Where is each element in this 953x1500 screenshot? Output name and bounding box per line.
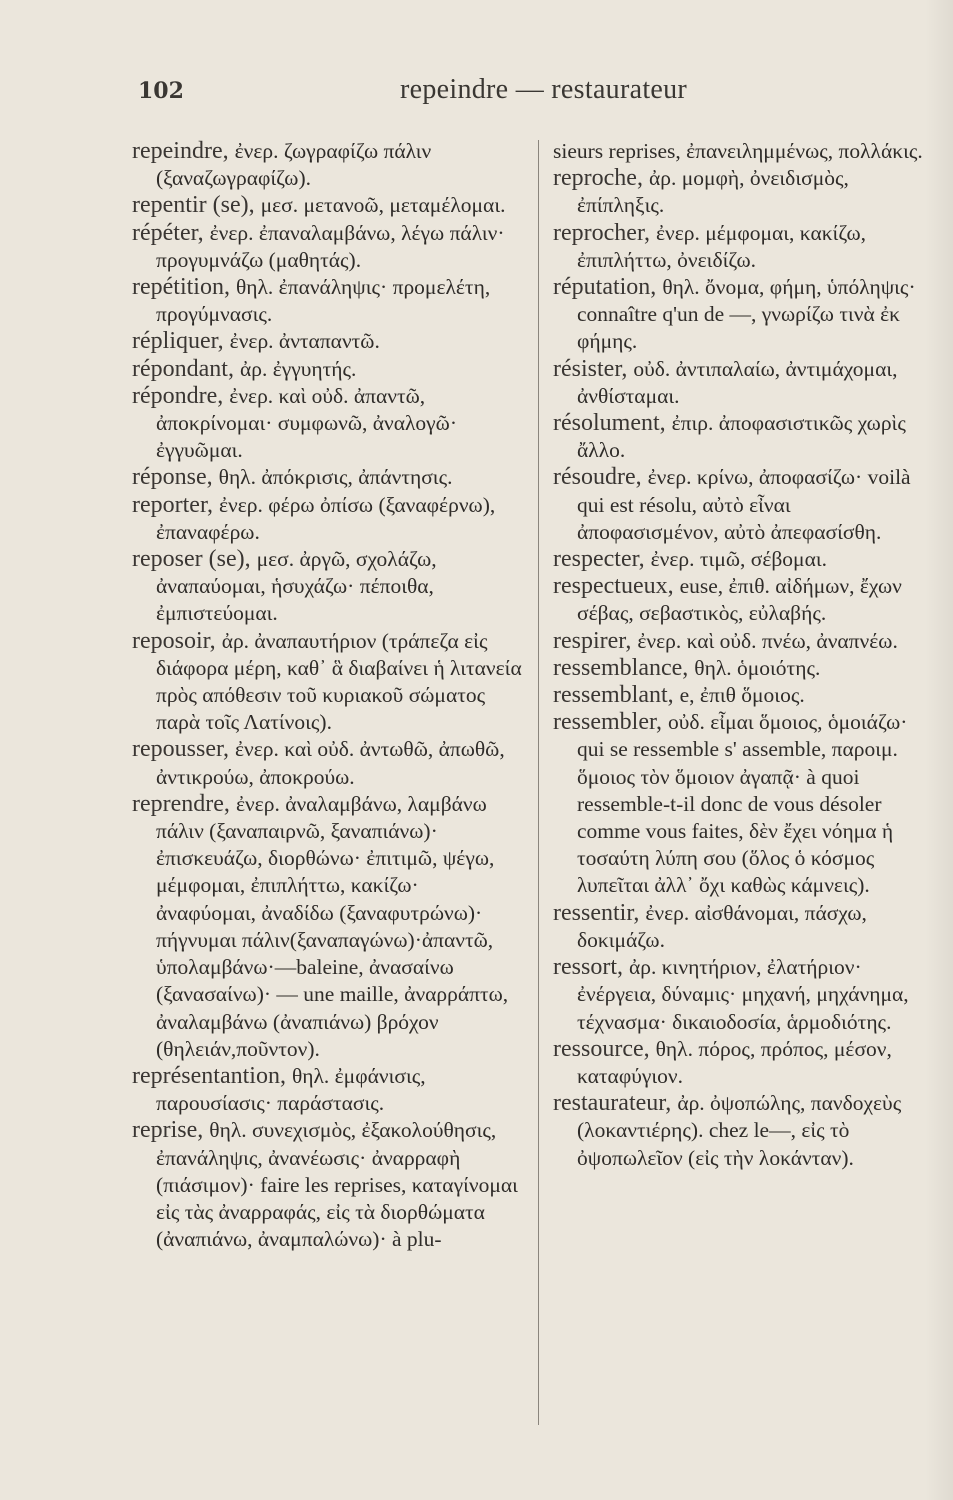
entry-definition: θηλ. ἐπανάληψις· προμελέτη, προγύμνασις. [156, 275, 491, 327]
entry-headword: ressentir, [553, 899, 640, 926]
dictionary-entry [553, 138, 935, 165]
entry-definition: ἐπιρ. ἀποφασιστικῶς χωρὶς ἄλλο. [577, 411, 906, 463]
entry-definition: sieurs reprises, ἐπανειλημμένως, πολλάκις. [553, 139, 923, 163]
entry-headword: respecter, [553, 546, 645, 573]
entry-definition: οὐδ. εἶμαι ὅμοιος, ὁμοιάζω· qui se ressemble s' assemble, παροιμ. ὅμοιος τὸν ὅμοιον ἀγαπᾷ· à quoi ressemble-t-il donc de vous désoler comme vous faites, δὲν ἔχει νόημα ἡ τοσαύτη λύπη σου (ὅλος ὁ κόσμος λυπεῖται ἀλλ᾽ ὄχι καθὼς κάμνεις). [577, 710, 908, 898]
page-edge-shadow [925, 0, 953, 1500]
dictionary-entry [553, 356, 935, 410]
page-number: 102 [138, 78, 184, 104]
dictionary-entry [553, 220, 935, 274]
column-divider [538, 140, 539, 1425]
entry-headword: reprendre, [132, 790, 230, 817]
entry-headword: résoudre, [553, 464, 642, 491]
entry-definition: ἐνερ. αἰσθάνομαι, πάσχω, δοκιμάζω. [577, 900, 867, 952]
entry-definition: euse, ἐπιθ. αἰδήμων, ἔχων σέβας, σεβαστικὸς, εὐλαβής. [577, 574, 902, 626]
entry-definition: ἐνερ. μέμφομαι, κακίζω, ἐπιπλήττω, ὀνειδίζω. [577, 220, 866, 272]
entry-definition: θηλ. πόρος, πρόπος, μέσον, καταφύγιον. [577, 1036, 892, 1088]
entry-definition: θηλ. ὁμοιότης. [694, 655, 821, 680]
entry-definition: ἐνερ. ἀναλαμβάνω, λαμβάνω πάλιν (ξαναπαιρνῶ, ξαναπιάνω)· ἐπισκευάζω, διορθώνω· ἐπιτιμῶ, ψέγω, μέμφομαι, ἐπιπλήττω, κακίζω· ἀναφύομαι, ἀναδίδω (ξαναφυτρώνω)· πήγνυμαι πάλιν(ξαναπαγώνω)·ἀπαντῶ, ὑπολαμβάνω·—baleine, ἀνασαίνω (ξανασαίνω)· — une maille, ἀναρράπτω, ἀναλαμβάνω (ἀναπιάνω) βρόχον (θηλειάν,ποῦντον). [156, 791, 509, 1061]
entry-headword: répliquer, [132, 328, 224, 355]
entry-definition: e, ἐπιθ ὅμοιος. [679, 683, 805, 708]
dictionary-entry [553, 900, 935, 954]
dictionary-entry [132, 356, 522, 383]
entry-headword: résolument, [553, 410, 666, 437]
entry-definition: θηλ. συνεχισμὸς, ἐξακολούθησις, ἐπανάληψις, ἀνανέωσις· ἀναρραφὴ (πιάσιμον)· faire les reprises, καταγίνομαι εἰς τὰς ἀναρραφάς, εἰς τὰ διορθώματα (ἀναπιάνω, ἀναμπαλώνω)· à plu- [156, 1118, 518, 1252]
entry-definition: ἀρ. ὀψοπώλης, πανδοχεὺς (λοκαντιέρης). chez le—, εἰς τὸ ὀψοπωλεῖον (εἰς τὴν λοκάνταν). [577, 1091, 902, 1170]
dictionary-entry [553, 709, 935, 899]
entry-definition: μεσ. μετανοῶ, μεταμέλομαι. [260, 193, 506, 218]
dictionary-entry [132, 628, 522, 737]
dictionary-entry [553, 682, 935, 709]
dictionary-entry [132, 383, 522, 465]
dictionary-entry [553, 464, 935, 546]
entry-headword: ressort, [553, 954, 623, 981]
entry-headword: représentantion, [132, 1062, 286, 1089]
dictionary-entry [553, 274, 935, 356]
dictionary-entry [132, 736, 522, 790]
dictionary-entry [132, 464, 522, 491]
entry-definition: ἀρ. ἀναπαυτήριον (τράπεζα εἰς διάφορα μέρη, καθ᾽ ἃ διαβαίνει ἡ λιτανεία πρὸς απόθεσιν τοῦ κυριακοῦ σώματος παρὰ τοῖς Λατίνοις). [156, 628, 522, 735]
entry-definition: ἐνερ. ἐπαναλαμβάνω, λέγω πάλιν· προγυμνάζω (μαθητάς). [156, 220, 505, 272]
dictionary-entry [553, 1036, 935, 1090]
entry-headword: ressembler, [553, 709, 662, 736]
entry-definition: ἐνερ. κρίνω, ἀποφασίζω· voilà qui est résolu, αὐτὸ εἶναι ἀποφασισμένον, αὐτὸ ἀπεφασίσθη. [577, 465, 911, 544]
left-column [132, 138, 522, 1253]
dictionary-entry [132, 492, 522, 546]
entry-definition: ἐνερ. καὶ οὐδ. πνέω, ἀναπνέω. [637, 628, 898, 653]
dictionary-entry [132, 546, 522, 628]
entry-definition: ἐνερ. τιμῶ, σέβομαι. [650, 547, 828, 572]
entry-headword: repeindre, [132, 138, 229, 164]
dictionary-entry [553, 954, 935, 1036]
entry-definition: θηλ. ἀπόκρισις, ἀπάντησις. [218, 465, 453, 490]
entry-headword: réponse, [132, 464, 213, 491]
dictionary-entry [132, 328, 522, 355]
entry-headword: résister, [553, 355, 628, 382]
dictionary-entry [132, 274, 522, 328]
entry-headword: respectueux, [553, 573, 674, 600]
right-column [553, 138, 935, 1172]
entry-definition: ἀρ. ἐγγυητής. [239, 356, 357, 381]
entry-headword: répondant, [132, 355, 234, 382]
running-head: repeindre — restaurateur [400, 74, 688, 105]
dictionary-entry [132, 192, 522, 219]
entry-definition: ἐνερ. καὶ οὐδ. ἀντωθῶ, ἀπωθῶ, ἀντικρούω, ἀποκρούω. [156, 737, 505, 789]
dictionary-entry [553, 573, 935, 627]
entry-definition: θηλ. ἐμφάνισις, παρουσίασις· παράστασις. [156, 1063, 426, 1116]
entry-headword: ressource, [553, 1035, 650, 1062]
dictionary-entry [132, 791, 522, 1063]
dictionary-entry [553, 546, 935, 573]
entry-headword: repétition, [132, 274, 230, 301]
entry-headword: repentir (se), [132, 192, 255, 219]
entry-headword: restaurateur, [553, 1090, 672, 1117]
entry-definition: ἐνερ. καὶ οὐδ. ἀπαντῶ, ἀποκρίνομαι· συμφωνῶ, ἀναλογῶ· ἐγγυῶμαι. [156, 383, 457, 463]
entry-headword: ressemblant, [553, 682, 674, 709]
entry-headword: reprocher, [553, 219, 650, 246]
dictionary-entry [132, 138, 522, 192]
entry-definition: ἀρ. μομφὴ, ὀνειδισμὸς, ἐπίπληξις. [577, 166, 849, 218]
dictionary-entry [132, 1063, 522, 1117]
entry-definition: ἀρ. κινητήριον, ἐλατήριον· ἐνέργεια, δύναμις· μηχανή, μηχάνημα, τέχνασμα· δικαιοδοσία, ἁρμοδιότης. [577, 955, 909, 1034]
entry-headword: répondre, [132, 382, 224, 409]
dictionary-entry [132, 1117, 522, 1253]
entry-definition: μεσ. ἀργῶ, σχολάζω, ἀναπαύομαι, ἡσυχάζω· πέποιθα, ἐμπιστεύομαι. [156, 547, 437, 626]
dictionary-entry [132, 220, 522, 274]
entry-headword: répéter, [132, 219, 204, 246]
dictionary-entry [553, 165, 935, 219]
dictionary-entry [553, 655, 935, 682]
dictionary-entry [553, 1090, 935, 1172]
entry-definition: οὐδ. ἀντιπαλαίω, ἀντιμάχομαι, ἀνθίσταμαι. [577, 356, 898, 408]
entry-definition: ἐνερ. ἀνταπαντῶ. [229, 329, 380, 354]
page-header [118, 70, 728, 110]
entry-definition: ἐνερ. ζωγραφίζω πάλιν (ξαναζωγραφίζω). [156, 139, 432, 191]
dictionary-entry [553, 410, 935, 464]
entry-headword: reposoir, [132, 627, 216, 654]
entry-headword: ressemblance, [553, 654, 689, 681]
entry-headword: reproche, [553, 165, 643, 192]
dictionary-entry [553, 628, 935, 655]
entry-headword: reposer (se), [132, 546, 251, 573]
entry-headword: réputation, [553, 274, 657, 301]
entry-headword: reprise, [132, 1117, 204, 1144]
entry-headword: repousser, [132, 736, 230, 763]
entry-headword: respirer, [553, 627, 632, 654]
entry-definition: θηλ. ὄνομα, φήμη, ὑπόληψις· connaître q'un de —, γνωρίζω τινὰ ἐκ φήμης. [577, 275, 916, 354]
entry-definition: ἐνερ. φέρω ὀπίσω (ξαναφέρνω), ἐπαναφέρω. [156, 492, 496, 544]
entry-headword: reporter, [132, 491, 213, 518]
